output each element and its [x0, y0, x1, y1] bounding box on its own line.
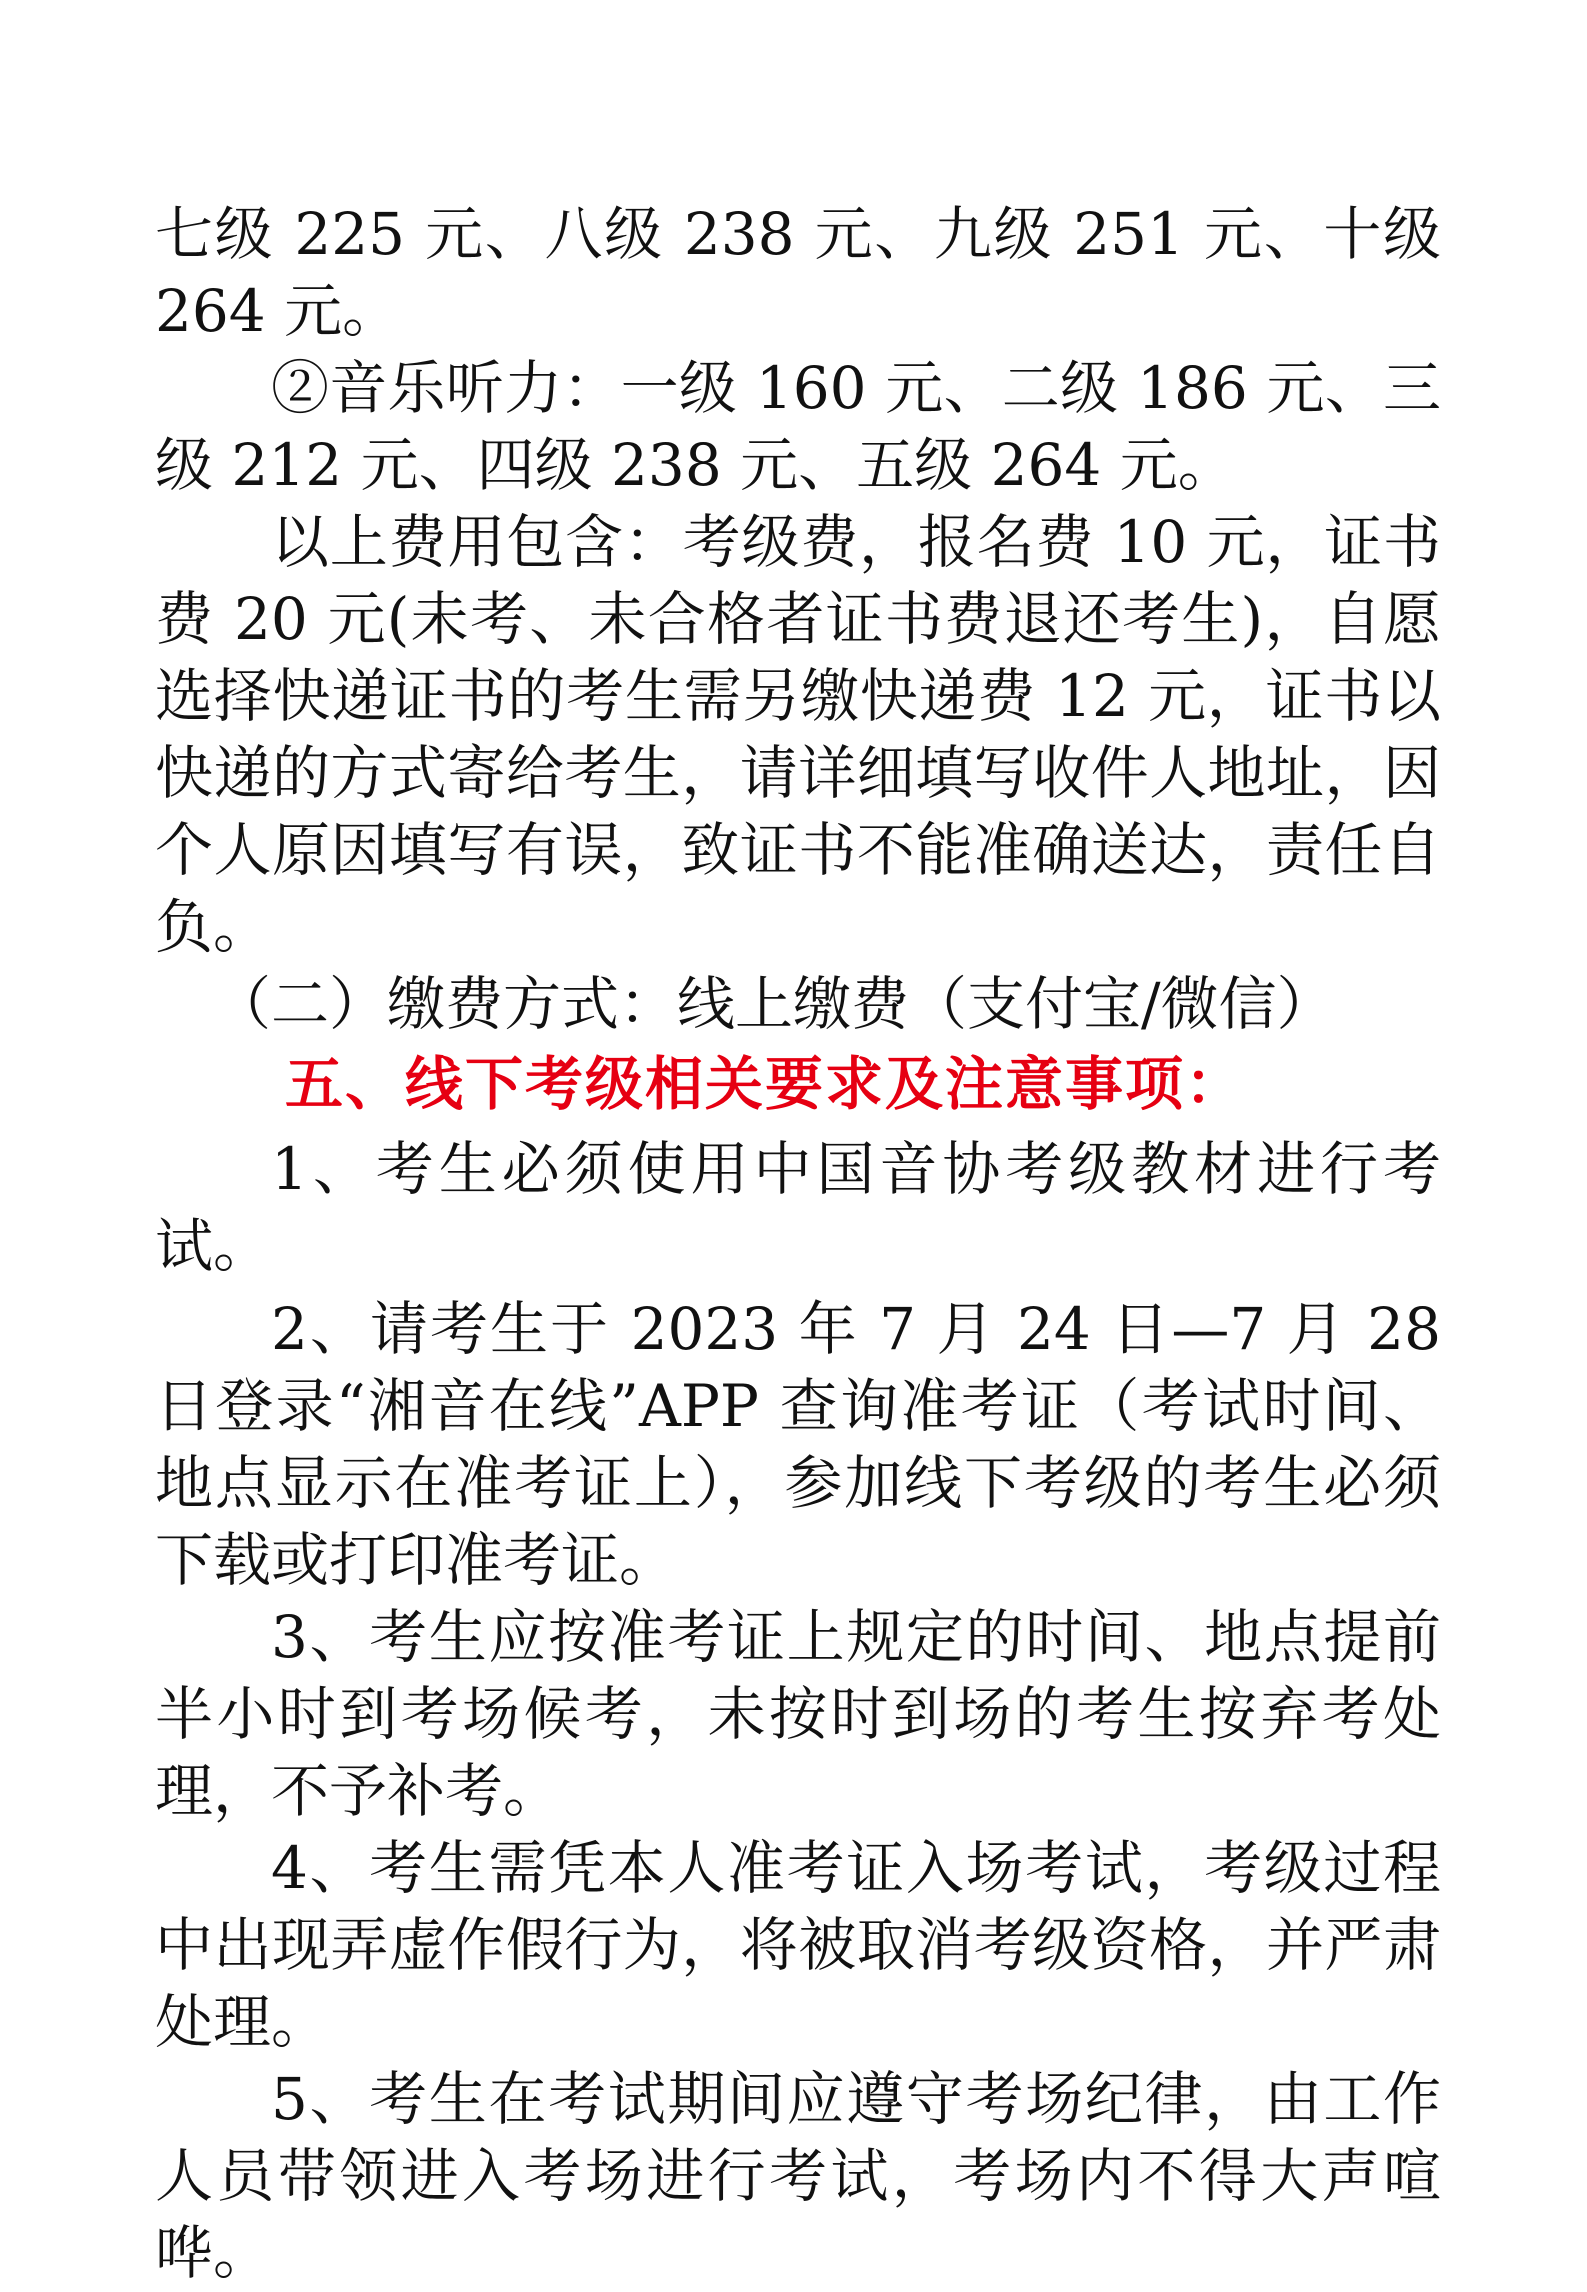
requirement-item-2: 2、请考生于 2023 年 7 月 24 日—7 月 28 日登录“湘音在线”APP 查询准考证（考试时间、地点显示在准考证上），参加线下考级的考生必须下载或打印准考证。	[155, 1295, 1441, 1594]
requirement-item-5: 5、考生在考试期间应遵守考场纪律，由工作人员带领进入考场进行考试，考场内不得大声喧哗。	[155, 2065, 1441, 2287]
requirement-item-1: 1、考生必须使用中国音协考级教材进行考试。	[155, 1135, 1441, 1280]
payment-method: （二）缴费方式：线上缴费（支付宝/微信）	[213, 970, 1335, 1038]
fee-includes-paragraph: 以上费用包含：考级费，报名费 10 元，证书费 20 元(未考、未合格者证书费退还考生)，自愿选择快递证书的考生需另缴快递费 12 元，证书以快递的方式寄给考生，请详细填写收件人地址，因个人原因填写有误，致证书不能准确送达，责任自负。	[155, 508, 1441, 961]
fee-line-grades-7-10: 七级 225 元、八级 238 元、九级 251 元、十级 264 元。	[155, 200, 1441, 345]
section-five-heading: 五、线下考级相关要求及注意事项：	[285, 1050, 1246, 1118]
document-body	[155, 196, 1441, 2292]
requirement-item-3: 3、考生应按准考证上规定的时间、地点提前半小时到考场候考，未按时到场的考生按弃考处理，不予补考。	[155, 1603, 1441, 1825]
requirement-item-4: 4、考生需凭本人准考证入场考试，考级过程中出现弄虚作假行为，将被取消考级资格，并严肃处理。	[155, 1834, 1441, 2056]
fee-line-listening: ②音乐听力：一级 160 元、二级 186 元、三级 212 元、四级 238 元、五级 264 元。	[155, 354, 1441, 499]
